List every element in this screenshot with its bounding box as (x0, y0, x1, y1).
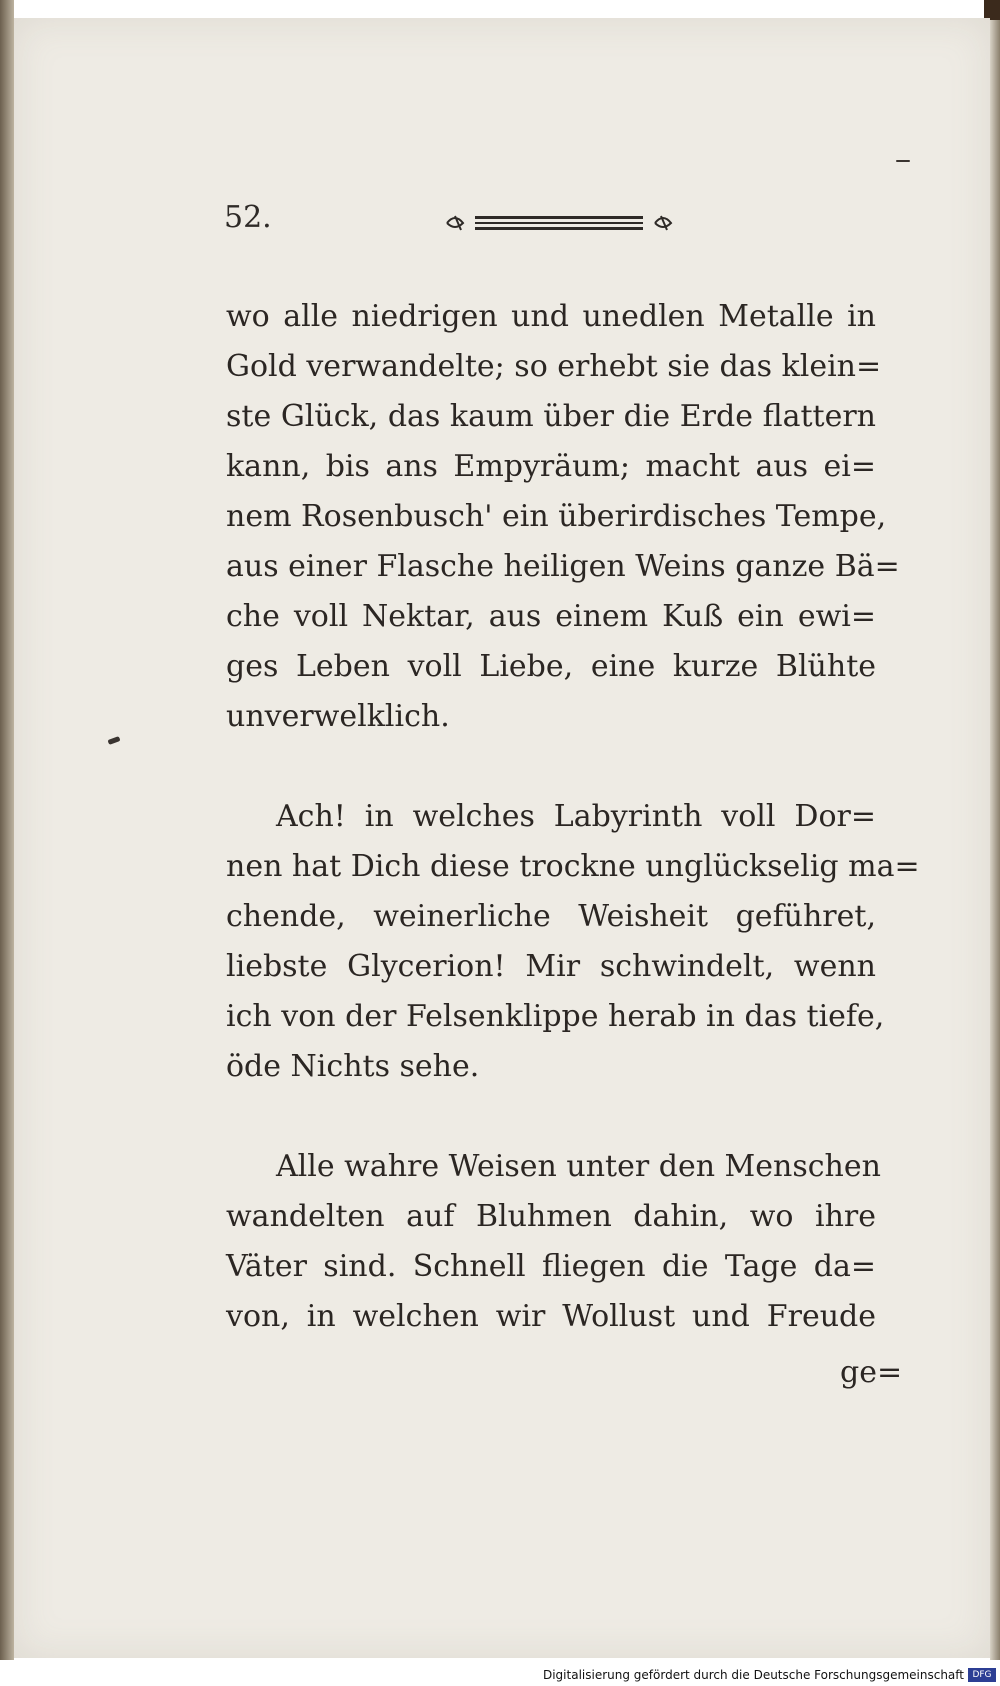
text-line: Väter sind. Schnell fliegen die Tage da= (226, 1249, 876, 1284)
text-line: Gold verwandelte; so erhebt sie das klein= (226, 349, 882, 384)
ink-speck (896, 160, 910, 162)
text-line: ges Leben voll Liebe, eine kurze Blühte (226, 649, 876, 684)
text-line: che voll Nektar, aus einem Kuß ein ewi= (226, 599, 876, 634)
paragraph-gap (226, 742, 876, 792)
text-line: Ach! in welches Labyrinth voll Dor= (276, 799, 876, 834)
text-line: ich von der Felsenklippe herab in das tiefe, (226, 999, 885, 1034)
book-page-edge (990, 20, 1000, 1660)
text-line: nen hat Dich diese trockne unglückselig ma= (226, 849, 920, 884)
text-line: chende, weinerliche Weisheit geführet, (226, 899, 876, 934)
book-cover-corner (984, 0, 1000, 20)
paragraph-gap (226, 1092, 876, 1142)
page-text (226, 292, 920, 1342)
text-line: öde Nichts sehe. (226, 1049, 480, 1084)
book-binding-left (0, 0, 14, 1660)
text-line: unverwelklich. (226, 699, 450, 734)
page-number: 52. (224, 200, 272, 235)
catchword: ge= (840, 1355, 903, 1390)
text-line: ste Glück, das kaum über die Erde flattern (226, 399, 876, 434)
text-line: von, in welchen wir Wollust und Freude (226, 1299, 876, 1334)
text-line: aus einer Flasche heiligen Weins ganze Bä= (226, 549, 900, 584)
text-line: nem Rosenbusch' ein überirdisches Tempe, (226, 499, 887, 534)
digitization-credit: Digitalisierung gefördert durch die Deutsche Forschungsgemeinschaft (542, 1668, 964, 1682)
text-line: wandelten auf Bluhmen dahin, wo ihre (226, 1199, 876, 1234)
text-line: liebste Glycerion! Mir schwindelt, wenn (226, 949, 876, 984)
text-line: kann, bis ans Empyräum; macht aus ei= (226, 449, 876, 484)
text-line: Alle wahre Weisen unter den Menschen (276, 1149, 881, 1184)
header-ornament-icon (445, 208, 675, 238)
text-line: wo alle niedrigen und unedlen Metalle in (226, 299, 876, 334)
dfg-logo-icon: DFG (968, 1668, 996, 1682)
